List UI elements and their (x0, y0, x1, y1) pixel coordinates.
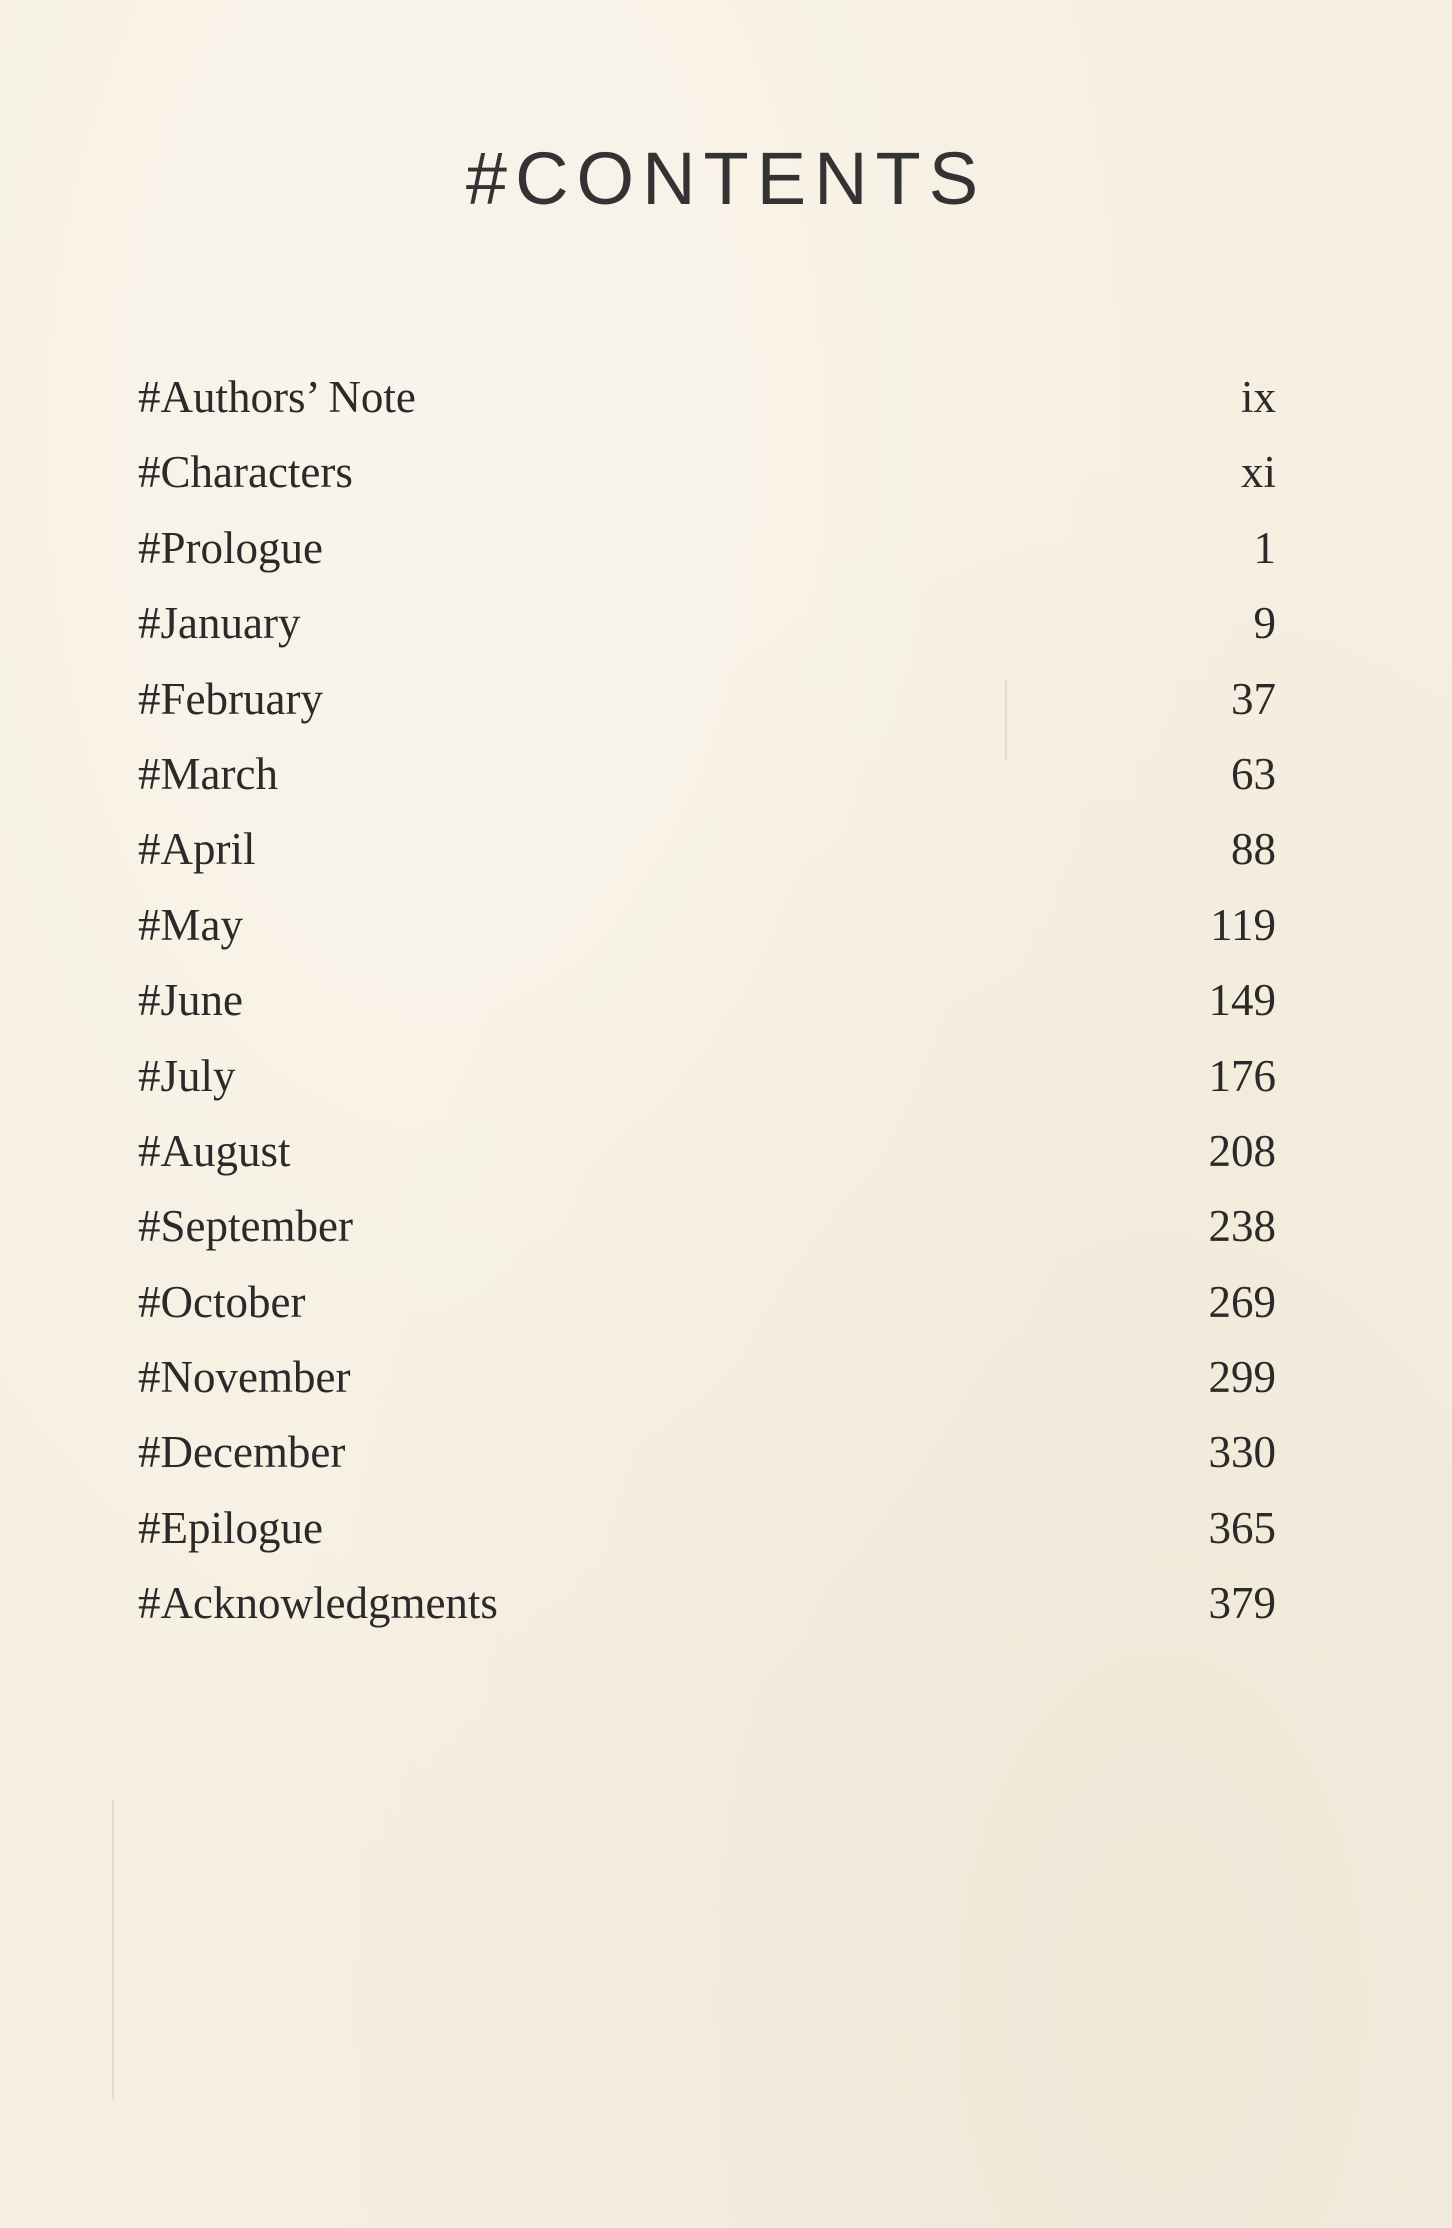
toc-entry-title: #April (138, 824, 256, 875)
toc-entry-page: 63 (1231, 748, 1276, 799)
toc-entry (138, 1340, 1276, 1415)
toc-entry-title: #March (138, 748, 278, 799)
toc-entry (138, 435, 1276, 510)
toc-entry (138, 1491, 1276, 1566)
toc-entry (138, 1189, 1276, 1264)
toc-entry (138, 963, 1276, 1038)
toc-entry-title: #Characters (138, 447, 353, 498)
toc-entry-title: #Prologue (138, 522, 323, 573)
toc-entry (138, 812, 1276, 887)
toc-entry-title: #February (138, 673, 323, 724)
toc-entry-title: #June (138, 975, 243, 1026)
toc-entry-page: xi (1240, 447, 1276, 498)
toc-entry-page: 88 (1231, 824, 1276, 875)
toc-entry-title: #December (138, 1427, 346, 1478)
toc-entry-title: #Authors’ Note (138, 372, 416, 422)
toc-entry-page: 1 (1253, 522, 1276, 573)
toc-entry (138, 662, 1276, 737)
toc-entry-page: 119 (1210, 899, 1276, 950)
toc-entry (138, 1566, 1276, 1641)
toc-entry-title: #May (138, 899, 243, 950)
toc-entry-page: 176 (1208, 1050, 1276, 1101)
toc-entry-title: #November (138, 1352, 351, 1403)
toc-entry-page: 238 (1208, 1201, 1276, 1252)
toc-entry-page: ix (1240, 372, 1276, 422)
toc-entry-title: #Epilogue (138, 1502, 323, 1553)
page-crease (112, 1800, 114, 2100)
toc-entry-title: #August (138, 1125, 291, 1176)
toc-entry-title: #September (138, 1201, 353, 1252)
toc-entry (138, 1039, 1276, 1114)
toc-entry-page: 149 (1208, 975, 1276, 1026)
contents-heading: #CONTENTS (465, 136, 987, 220)
toc-entry-title: #January (138, 598, 301, 649)
table-of-contents (138, 360, 1276, 1642)
toc-entry (138, 360, 1276, 435)
toc-entry-title: #July (138, 1050, 236, 1101)
toc-entry-page: 269 (1208, 1276, 1276, 1327)
toc-entry (138, 1415, 1276, 1490)
toc-entry (138, 511, 1276, 586)
toc-entry-page: 365 (1208, 1502, 1276, 1553)
toc-entry (138, 888, 1276, 963)
toc-entry (138, 1265, 1276, 1340)
toc-entry-page: 9 (1253, 598, 1276, 649)
toc-entry-page: 299 (1208, 1352, 1276, 1403)
toc-entry-page: 37 (1231, 673, 1276, 724)
toc-entry-title: #Acknowledgments (138, 1578, 498, 1629)
toc-entry-title: #October (138, 1276, 306, 1327)
toc-entry-page: 379 (1208, 1578, 1276, 1629)
toc-entry (138, 586, 1276, 661)
toc-entry-page: 330 (1208, 1427, 1276, 1478)
toc-entry (138, 737, 1276, 812)
toc-entry (138, 1114, 1276, 1189)
toc-entry-page: 208 (1208, 1125, 1276, 1176)
